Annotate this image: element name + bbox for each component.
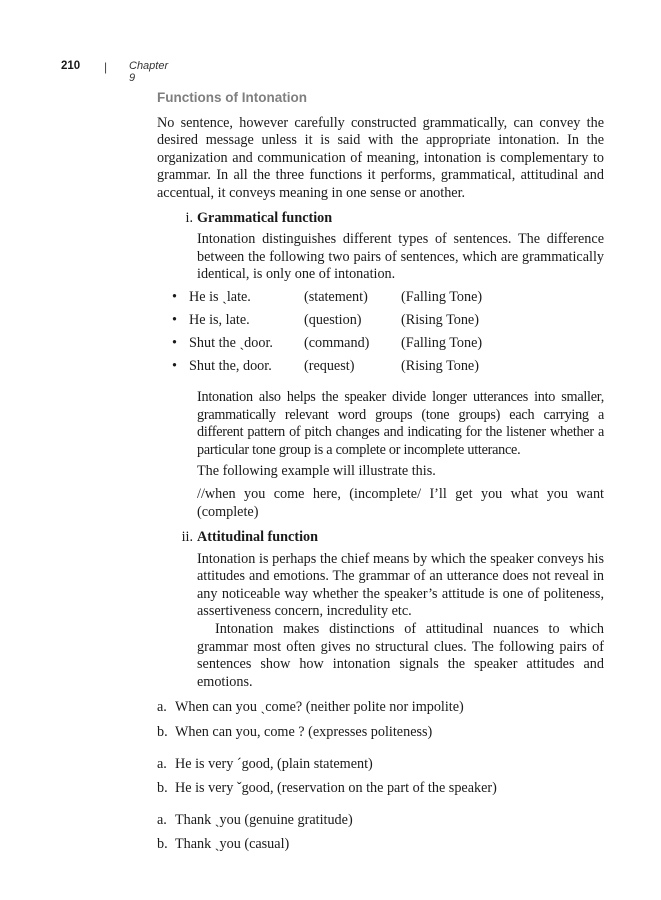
chapter-label: Chapter 9	[129, 60, 169, 84]
example-sentence: Shut the, door.	[189, 357, 272, 374]
example-type: (command)	[304, 334, 370, 351]
item-text: When can you, come ? (expresses politeness)	[175, 724, 433, 741]
example-row	[157, 358, 604, 381]
grammatical-para-3: The following example will illustrate this.	[197, 463, 436, 480]
example-row	[157, 289, 604, 312]
example-tone: (Rising Tone)	[401, 311, 479, 328]
item-text: He is very ˇgood, (reservation on the part of the speaker)	[175, 780, 497, 797]
item-label: a.	[157, 755, 167, 772]
attitude-pair-3	[157, 812, 604, 854]
example-type: (statement)	[304, 288, 368, 305]
grammatical-para-1: Intonation distinguishes different types of sentences. The difference between the following two pairs of sentences, which are grammatically identical, is only one of intonation.	[197, 231, 604, 283]
pair-item	[157, 780, 604, 798]
item-label: a.	[157, 699, 167, 716]
example-sentence: Shut the ˎdoor.	[189, 334, 273, 351]
bullet: •	[172, 288, 177, 305]
grammatical-para-2: Intonation also helps the speaker divide longer utterances into smaller, grammatically relevant word groups (tone groups) each carrying a different pattern of pitch changes and indicating for the listener whether a particular tone group is a complete or incomplete utterance.	[197, 388, 604, 458]
item-text: Thank ˎyou (casual)	[175, 836, 290, 853]
bullet: •	[172, 357, 177, 374]
section-title: Functions of Intonation	[157, 90, 307, 105]
example-tone: (Falling Tone)	[401, 288, 483, 305]
header-separator: |	[104, 60, 108, 74]
item-label: b.	[157, 780, 168, 797]
attitudinal-para-2: Intonation makes distinctions of attitudinal nuances to which grammar most often gives no structural clues. The following pairs of sentences show how intonation signals the speaker attitudes and emotions.	[197, 621, 604, 690]
example-row	[157, 312, 604, 335]
heading-text: Grammatical function	[197, 209, 333, 226]
example-row	[157, 335, 604, 358]
grammatical-para-4: //when you come here, (incomplete/ I’ll get you what you want (complete)	[197, 485, 604, 520]
attitude-pair-1	[157, 699, 604, 741]
page-number: 210	[61, 60, 81, 72]
pair-item	[157, 836, 604, 854]
intro-paragraph: No sentence, however carefully constructed grammatically, can convey the desired message unless it is said with the appropriate intonation. In the organization and communication of meaning, intonation is complementary to grammar. In all the three functions it performs, grammatical, attitudinal and accentual, it conveys meaning in one sense or another.	[157, 114, 604, 201]
example-tone: (Falling Tone)	[401, 334, 483, 351]
item-label: a.	[157, 811, 167, 828]
grammatical-function-heading	[185, 209, 604, 228]
item-text: Thank ˏyou (genuine gratitude)	[175, 811, 353, 828]
item-text: When can you ˎcome? (neither polite nor impolite)	[175, 699, 464, 716]
page-body	[157, 89, 604, 861]
intonation-example-list	[157, 289, 604, 381]
example-tone: (Rising Tone)	[401, 357, 479, 374]
pair-item	[157, 724, 604, 742]
example-type: (request)	[304, 357, 355, 374]
example-sentence: He is, late.	[189, 311, 250, 328]
example-sentence: He is ˎlate.	[189, 288, 251, 305]
item-text: He is very ˊgood, (plain statement)	[175, 755, 373, 772]
item-label: b.	[157, 836, 168, 853]
pair-item	[157, 756, 604, 774]
attitude-pair-2	[157, 756, 604, 798]
heading-text: Attitudinal function	[197, 529, 319, 546]
list-numeral: i.	[185, 209, 193, 226]
bullet: •	[172, 311, 177, 328]
attitudinal-function-heading	[181, 529, 604, 547]
item-label: b.	[157, 724, 168, 741]
example-type: (question)	[304, 311, 362, 328]
pair-item	[157, 812, 604, 830]
bullet: •	[172, 334, 177, 351]
list-numeral: ii.	[181, 529, 193, 546]
pair-item	[157, 699, 604, 717]
attitudinal-para-1: Intonation is perhaps the chief means by which the speaker conveys his attitudes and emotions. The grammar of an utterance does not reveal in any noticeable way whether the speaker’s attitude is one of politeness, assertiveness concern, incredulity etc.	[197, 550, 604, 620]
